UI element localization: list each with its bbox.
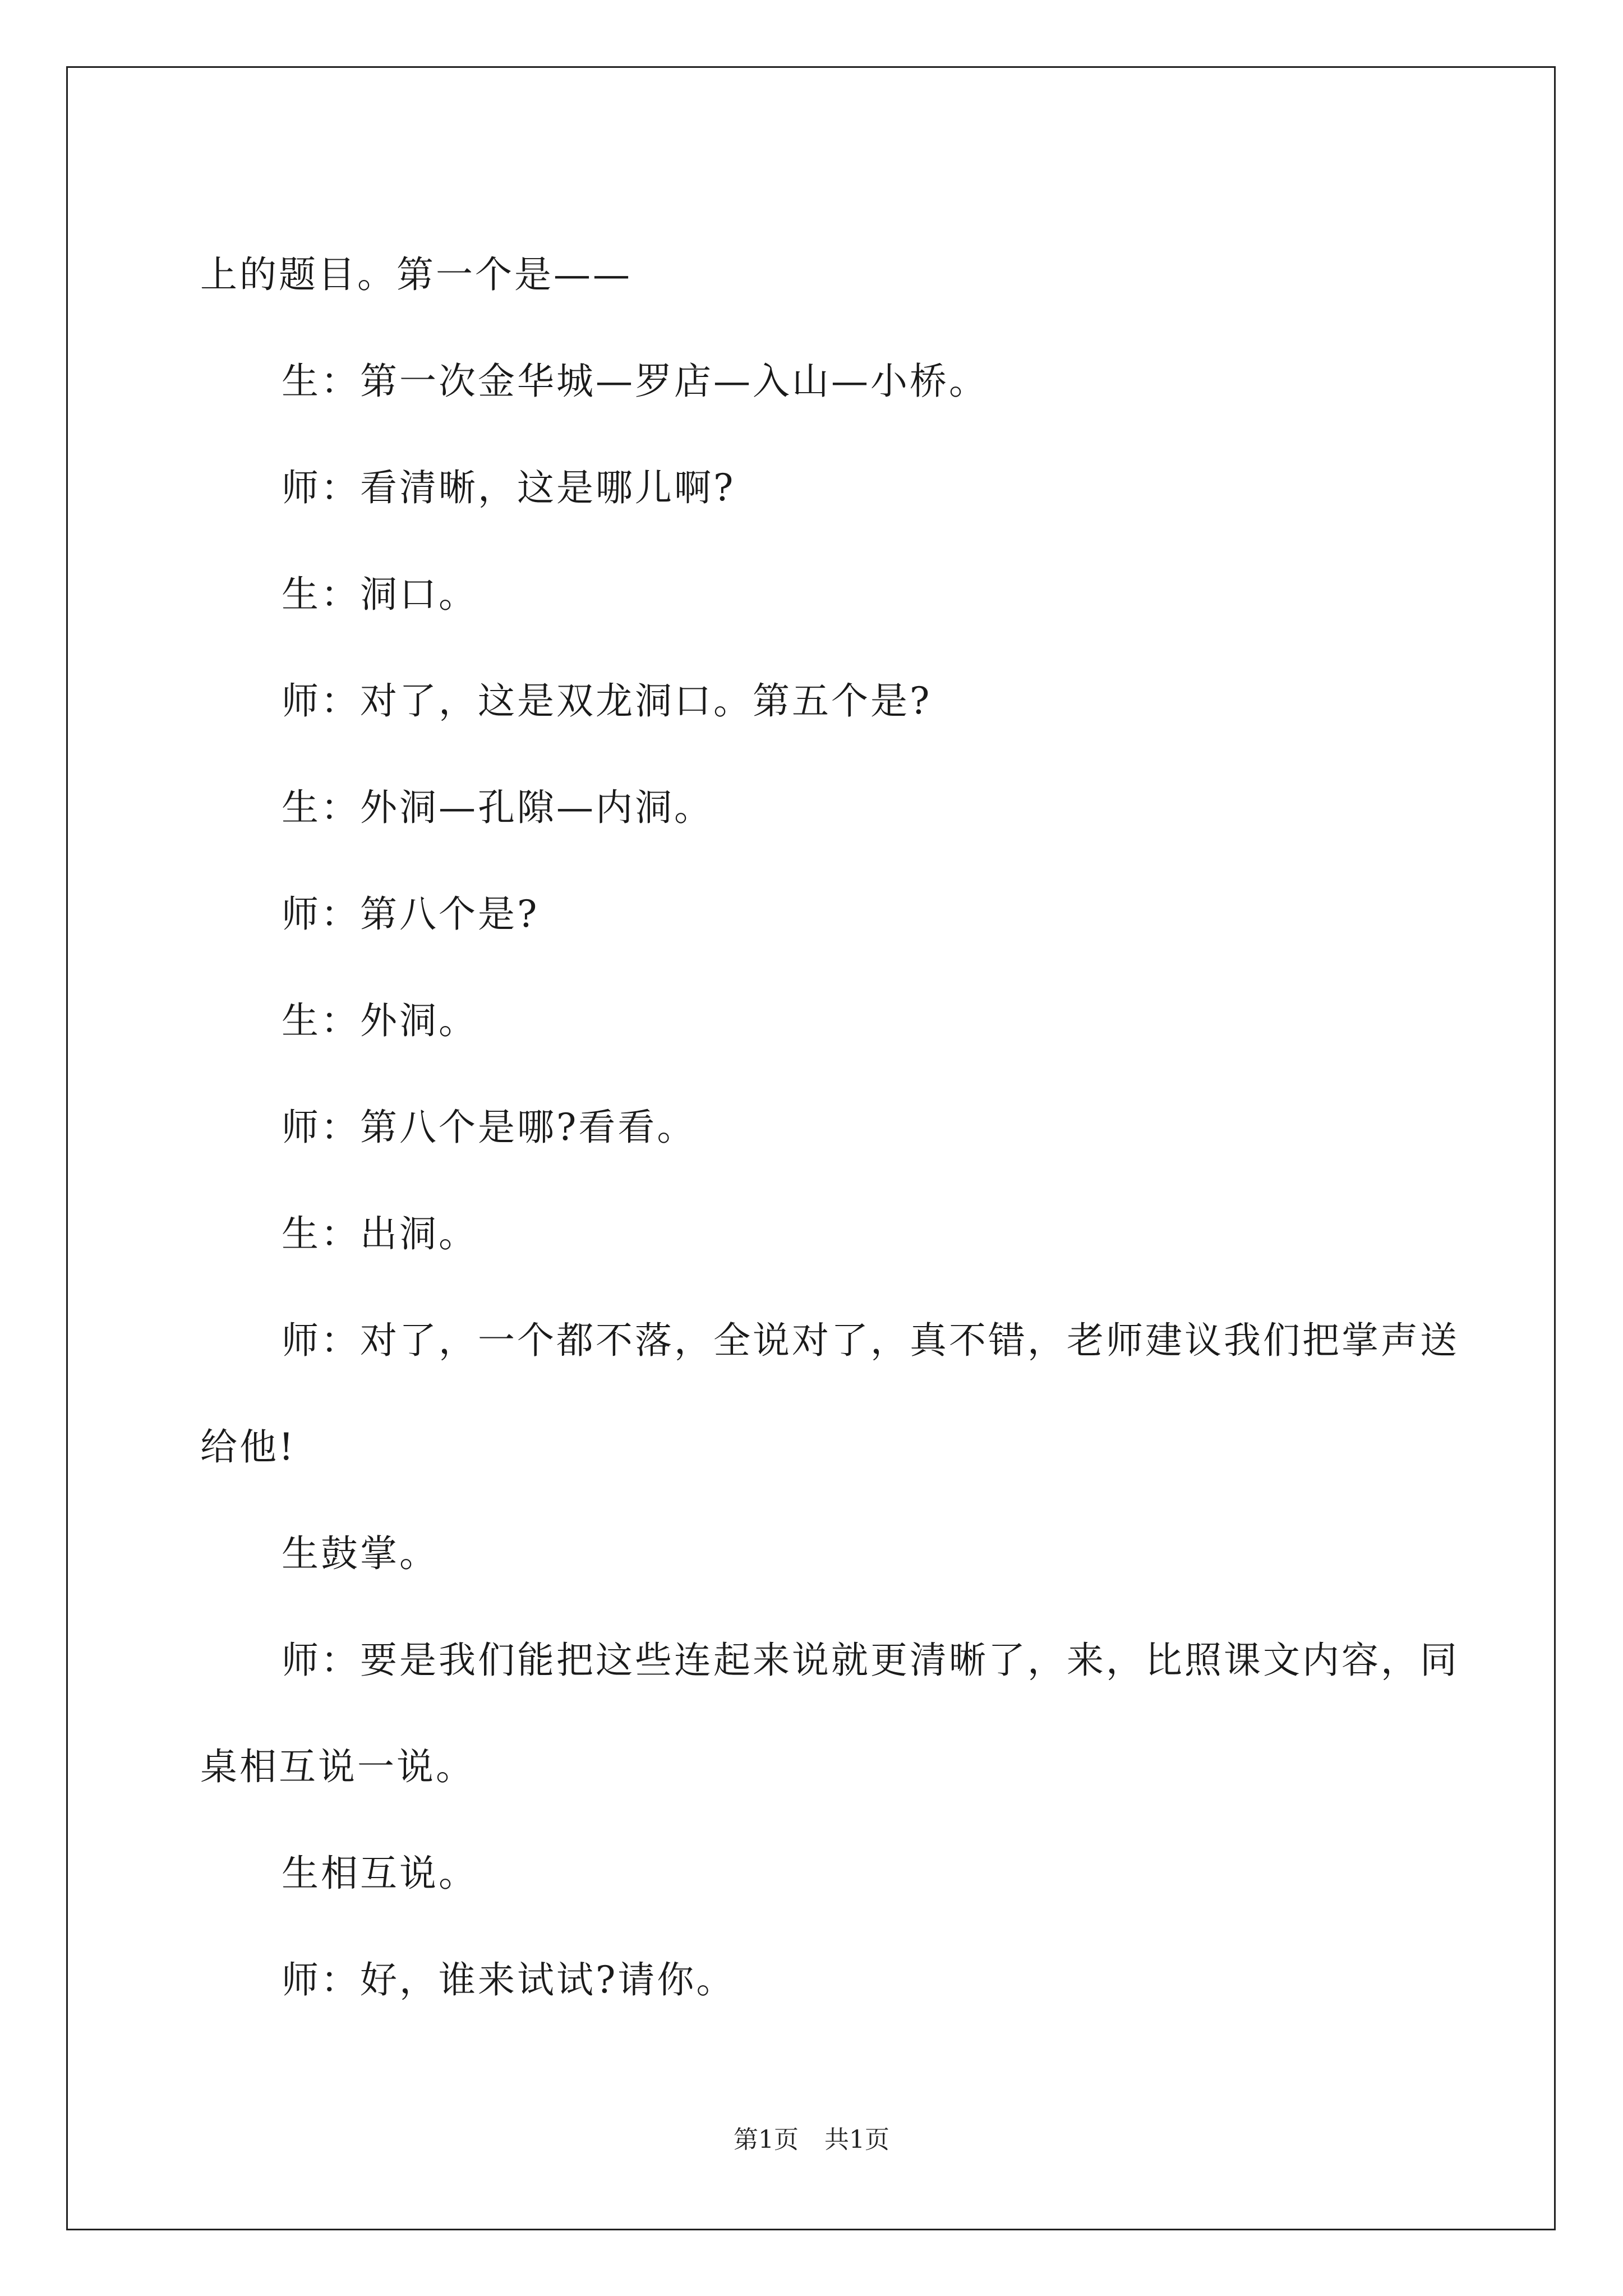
paragraph: 师：要是我们能把这些连起来说就更清晰了，来，比照课文内容，同桌相互说一说。 xyxy=(200,1639,1459,1788)
paragraph: 师：第八个是哪?看看。 xyxy=(282,1106,697,1149)
paragraph: 上的题目。第一个是—— xyxy=(200,253,632,296)
document-body xyxy=(200,222,1473,2033)
paragraph: 师：对了，一个都不落，全说对了，真不错，老师建议我们把掌声送给他! xyxy=(200,1319,1459,1469)
paragraph: 师：看清晰，这是哪儿啊? xyxy=(282,466,736,509)
page-number-current: 第1页 xyxy=(734,2125,799,2154)
paragraph: 生：洞口。 xyxy=(282,573,478,616)
page-number-total: 共1页 xyxy=(824,2125,889,2154)
paragraph: 师：对了，这是双龙洞口。第五个是? xyxy=(282,679,932,723)
paragraph: 生：外洞—孔隙—内洞。 xyxy=(282,786,713,829)
page-footer xyxy=(0,2123,1623,2157)
paragraph: 师：第八个是? xyxy=(282,892,540,936)
paragraph: 生：第一次金华城—罗店—入山—小桥。 xyxy=(282,360,988,403)
paragraph: 师：好，谁来试试?请你。 xyxy=(282,1958,736,2001)
paragraph: 生鼓掌。 xyxy=(282,1532,439,1575)
paragraph: 生：出洞。 xyxy=(282,1212,478,1255)
paragraph: 生：外洞。 xyxy=(282,999,478,1042)
paragraph: 生相互说。 xyxy=(282,1852,478,1895)
